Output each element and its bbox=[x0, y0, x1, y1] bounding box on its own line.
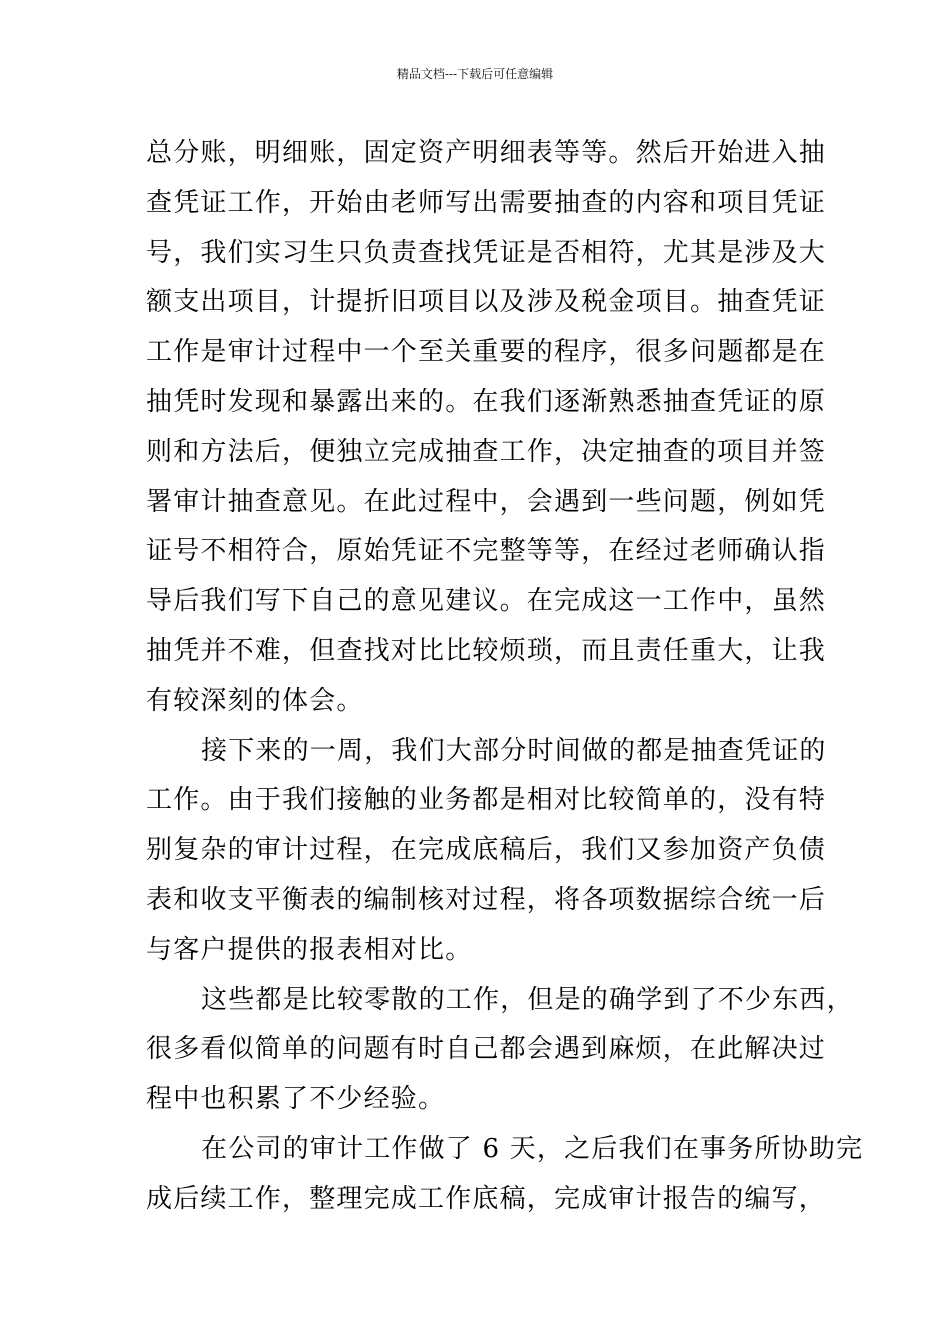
text-line: 查凭证工作，开始由老师写出需要抽查的内容和项目凭证 bbox=[146, 187, 827, 218]
text-line-indented: 这些都是比较零散的工作，但是的确学到了不少东西， bbox=[201, 984, 854, 1015]
text-line: 则和方法后，便独立完成抽查工作，决定抽查的项目并签 bbox=[146, 436, 827, 467]
document-body bbox=[146, 129, 864, 1225]
text-line: 署审计抽查意见。在此过程中，会遇到一些问题，例如凭 bbox=[146, 486, 827, 517]
text-line: 程中也积累了不少经验。 bbox=[146, 1084, 446, 1115]
paragraph-2 bbox=[146, 727, 827, 976]
text-line: 证号不相符合，原始凭证不完整等等，在经过老师确认指 bbox=[146, 536, 827, 567]
paragraph-1 bbox=[146, 129, 827, 727]
text-line-indented: 在公司的审计工作做了 6 天，之后我们在事务所协助完 bbox=[201, 1133, 864, 1164]
text-line: 额支出项目，计提折旧项目以及涉及税金项目。抽查凭证 bbox=[146, 287, 827, 318]
text-line: 与客户提供的报表相对比。 bbox=[146, 934, 473, 965]
text-line: 工作。由于我们接触的业务都是相对比较简单的，没有特 bbox=[146, 785, 827, 816]
text-line: 有较深刻的体会。 bbox=[146, 685, 364, 716]
text-line: 总分账，明细账，固定资产明细表等等。然后开始进入抽 bbox=[146, 138, 827, 168]
text-line: 抽凭并不难，但查找对比比较烦琐，而且责任重大，让我 bbox=[146, 635, 827, 666]
text-line: 很多看似简单的问题有时自己都会遇到麻烦，在此解决过 bbox=[146, 1034, 827, 1065]
text-line: 号，我们实习生只负责查找凭证是否相符，尤其是涉及大 bbox=[146, 237, 827, 268]
text-line: 别复杂的审计过程，在完成底稿后，我们又参加资产负债 bbox=[146, 835, 827, 866]
text-line-indented: 接下来的一周，我们大部分时间做的都是抽查凭证的 bbox=[201, 735, 827, 766]
page-header: 精品文档---下载后可任意编辑 bbox=[396, 67, 554, 81]
text-line: 工作是审计过程中一个至关重要的程序，很多问题都是在 bbox=[146, 337, 827, 368]
text-line: 导后我们写下自己的意见建议。在完成这一工作中，虽然 bbox=[146, 586, 827, 617]
text-line: 表和收支平衡表的编制核对过程，将各项数据综合统一后 bbox=[146, 884, 827, 915]
text-line: 成后续工作，整理完成工作底稿，完成审计报告的编写， bbox=[146, 1183, 827, 1214]
text-line: 抽凭时发现和暴露出来的。在我们逐渐熟悉抽查凭证的原 bbox=[146, 386, 827, 417]
paragraph-3 bbox=[146, 976, 854, 1125]
paragraph-4 bbox=[146, 1125, 864, 1225]
